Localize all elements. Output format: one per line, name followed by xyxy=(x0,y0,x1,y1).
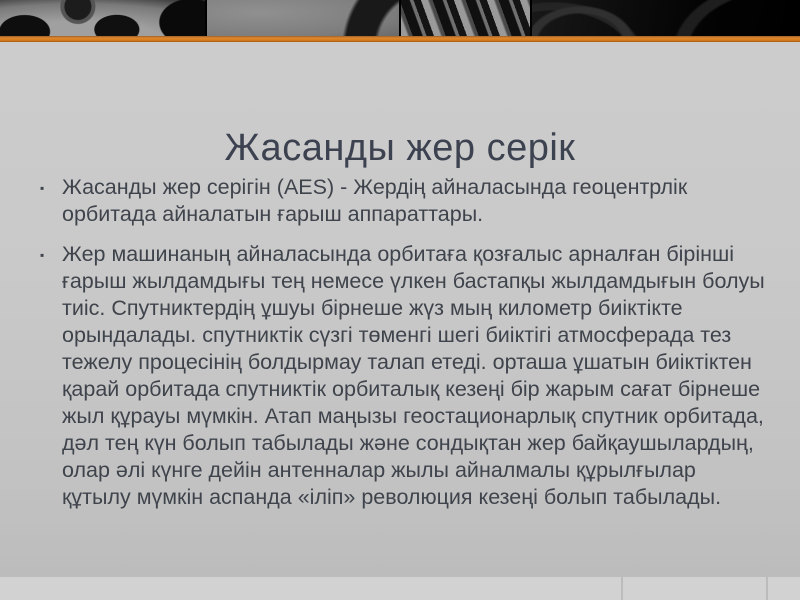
footer-strip xyxy=(0,577,800,600)
list-item xyxy=(40,174,770,228)
footer-date-placeholder xyxy=(0,577,621,600)
bullet-square-icon: ▪ xyxy=(40,248,45,262)
tire-tread-photo-icon xyxy=(399,0,530,36)
slide-title: Жасанды жер серік xyxy=(224,127,576,170)
accent-divider xyxy=(0,36,800,42)
dark-tire-photo-icon xyxy=(530,0,800,36)
alloy-wheel-photo-icon xyxy=(0,0,205,36)
footer-slide-number-placeholder xyxy=(768,577,800,600)
hub-dome-photo-icon xyxy=(205,0,399,36)
body-text-placeholder xyxy=(40,174,770,511)
bullet-text: Жер машинаның айналасында орбитаға қозғалыс арналған бірінші ғарыш жылдамдығы тең немесе үлкен бастапқы жылдамдығын болуы тиіс. Спутниктердің ұшуы бірнеше жүз мың километр биіктікте орындалады. спутниктік сүзгі төменгі шегі биіктігі атмосферада тез тежелу процесінің болдырмау талап етеді. орташа ұшатын биіктіктен қарай орбитада спутниктік орбиталық кезеңі бір жарым сағат бірнеше жыл құрауы мүмкін. Атап маңызы геостационарлық спутник орбитада, дәл тең күн болып табылады және сондықтан жер байқаушылардың, олар әлі күнге дейін антенналар жылы айналмалы құрылғылар құтылу мүмкін аспанда «іліп» революция кезеңі болып табылады. xyxy=(62,242,765,509)
list-item xyxy=(40,241,770,511)
footer-text-placeholder xyxy=(623,577,766,600)
bullet-list xyxy=(40,174,770,511)
bullet-square-icon: ▪ xyxy=(40,181,45,195)
bullet-text: Жасанды жер серігін (AES) - Жердің айналасында геоцентрлік орбитада айналатын ғарыш аппараттары. xyxy=(62,175,688,226)
header-photo-strip xyxy=(0,0,800,36)
